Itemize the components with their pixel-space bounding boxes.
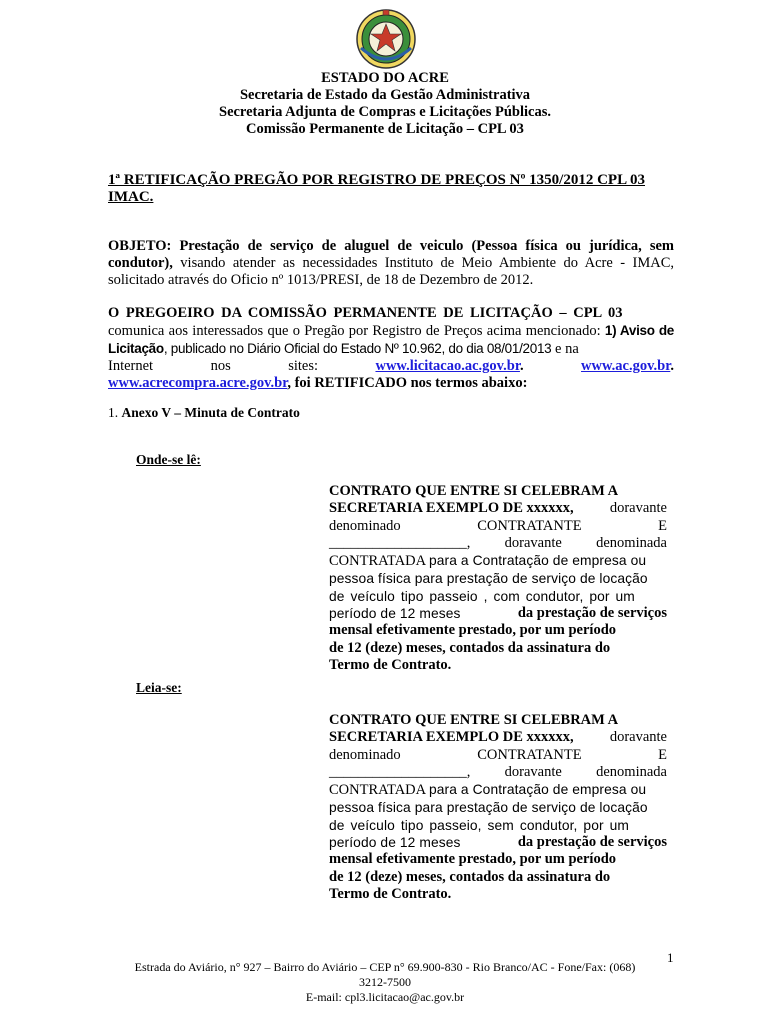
header-comissao: Comissão Permanente de Licitação – CPL 03 bbox=[246, 121, 524, 137]
internet-word: Internet bbox=[108, 358, 154, 374]
objeto-label: OBJETO: bbox=[108, 238, 172, 254]
title-line-1: 1ª RETIFICAÇÃO PREGÃO POR REGISTRO DE PREÇOS Nº 1350/2012 CPL 03 bbox=[108, 172, 645, 188]
contrato-leia-line: Termo de Contrato. bbox=[329, 885, 452, 902]
contrato-leia-line: CONTRATADA bbox=[329, 782, 426, 799]
aviso-licitacao: 1) Aviso de Licitação bbox=[108, 323, 674, 356]
contrato-leia-line: pessoa física para prestação de serviço de locação bbox=[329, 800, 648, 816]
contrato-onde-line: SECRETARIA EXEMPLO DE xxxxxx, bbox=[329, 500, 574, 517]
contrato-leia-line: de 12 (deze) meses, contados da assinatura do bbox=[329, 868, 611, 885]
pregoeiro-paragraph: O PREGOEIRO DA COMISSÃO PERMANENTE DE LICITAÇÃO – CPL 03 comunica aos interessados que o Pregão por Registro de Preços acima mencionado: 1) Aviso de Licitação, publicado no Diário Oficial do Estado Nº 10.962, do dia 08/01/2013 e na Internet nos sites: www.licitacao.ac.gov.br. www.ac.gov.br. www.acrecompra.acre.gov.br, foi RETIFICADO nos termos abaixo: bbox=[108, 305, 674, 391]
contrato-onde-block bbox=[329, 483, 667, 674]
contrato-leia-block bbox=[329, 712, 667, 903]
contrato-onde-line: mensal efetivamente prestado, por um período bbox=[329, 622, 617, 639]
document-title bbox=[108, 172, 668, 206]
header-secretaria-adjunta: Secretaria Adjunta de Compras e Licitações Públicas. bbox=[219, 104, 551, 120]
contrato-onde-line: para a Contratação de empresa ou bbox=[428, 553, 647, 569]
contrato-onde-line: período de 12 meses bbox=[329, 606, 461, 622]
contrato-leia-line: mensal efetivamente prestado, por um período bbox=[329, 851, 617, 868]
contrato-leia-line: ___________________, bbox=[329, 763, 471, 780]
footer-phone: 3212-7500 bbox=[359, 975, 411, 989]
document-header bbox=[0, 70, 770, 138]
contrato-onde-line: CONTRATO QUE ENTRE SI CELEBRAM A bbox=[329, 483, 619, 499]
objeto-bold-text: Prestação de serviço de aluguel de veiculo (Pessoa física ou jurídica, sem condutor), bbox=[108, 238, 674, 271]
item-number: 1 bbox=[108, 405, 115, 420]
contrato-onde-line: da prestação de serviços bbox=[517, 605, 667, 622]
link-licitacao[interactable]: www.licitacao.ac.gov.br bbox=[375, 358, 520, 374]
contrato-leia-line: CONTRATO QUE ENTRE SI CELEBRAM A bbox=[329, 712, 619, 728]
contrato-onde-line: doravante bbox=[609, 500, 667, 517]
header-secretaria: Secretaria de Estado da Gestão Administrativa bbox=[239, 87, 531, 103]
nos-word: nos bbox=[210, 358, 231, 374]
contrato-onde-line: E bbox=[658, 517, 667, 534]
onde-se-le-label: Onde-se lê: bbox=[136, 452, 201, 467]
contrato-onde-line: Termo de Contrato. bbox=[329, 656, 452, 673]
footer-address: Estrada do Aviário, n° 927 – Bairro do Aviário – CEP n° 69.900-830 - Rio Branco/AC - Fone/Fax: (068) bbox=[134, 960, 636, 974]
item-text: Anexo V – Minuta de Contrato bbox=[121, 405, 300, 420]
sites-word: sites: bbox=[288, 358, 318, 374]
contrato-leia-line: da prestação de serviços bbox=[517, 834, 667, 851]
header-state: ESTADO DO ACRE bbox=[321, 70, 449, 86]
contrato-onde-line: doravante bbox=[504, 534, 562, 551]
leia-se-label: Leia-se: bbox=[136, 680, 182, 695]
objeto-paragraph bbox=[108, 238, 674, 289]
contrato-leia-line: SECRETARIA EXEMPLO DE xxxxxx, bbox=[329, 729, 574, 746]
contrato-onde-line: pessoa física para prestação de serviço de locação bbox=[329, 571, 648, 587]
contrato-onde-line: denominada bbox=[596, 534, 667, 551]
contrato-leia-line: denominada bbox=[596, 763, 667, 780]
contrato-leia-line: denominado bbox=[329, 746, 401, 763]
objeto-text: visando atender as necessidades Instituto de Meio Ambiente do Acre - IMAC, solicitado através do Oficio nº 1013/PRESI, de 18 de Dezembro de 2012. bbox=[108, 255, 674, 288]
contrato-leia-line: período de 12 meses bbox=[329, 835, 461, 851]
pregoeiro-text-3: e na bbox=[551, 341, 579, 357]
pregoeiro-heading: O PREGOEIRO DA COMISSÃO PERMANENTE DE LICITAÇÃO – CPL 03 bbox=[108, 305, 623, 321]
contrato-leia-line: de veículo tipo passeio, sem condutor, por um bbox=[329, 817, 629, 833]
contrato-leia-line: para a Contratação de empresa ou bbox=[428, 782, 647, 798]
title-line-2: IMAC. bbox=[108, 189, 154, 205]
link-acrecompra[interactable]: www.acrecompra.acre.gov.br bbox=[108, 375, 288, 391]
document-footer bbox=[0, 960, 770, 1005]
contrato-onde-line: de veículo tipo passeio , com condutor, por um bbox=[329, 588, 635, 604]
contrato-onde-line: CONTRATADA bbox=[329, 553, 426, 570]
contrato-leia-line: doravante bbox=[609, 729, 667, 746]
diario-oficial-text: , publicado no Diário Oficial do Estado Nº 10.962, do dia 08/01/2013 bbox=[163, 341, 552, 356]
link-ac-gov[interactable]: www.ac.gov.br bbox=[581, 358, 671, 374]
pregoeiro-text-1: comunica aos interessados que o Pregão por Registro de Preços acima mencionado: bbox=[108, 323, 605, 339]
contrato-leia-line: CONTRATANTE bbox=[477, 746, 582, 763]
footer-email: E-mail: cpl3.licitacao@ac.gov.br bbox=[305, 990, 465, 1004]
acre-coat-of-arms-seal bbox=[355, 8, 417, 70]
contrato-onde-line: ___________________, bbox=[329, 534, 471, 551]
page-number: 1 bbox=[667, 950, 674, 965]
retificado-text: , foi RETIFICADO nos termos abaixo: bbox=[287, 375, 528, 391]
contrato-onde-line: denominado bbox=[329, 517, 401, 534]
contrato-leia-line: doravante bbox=[504, 763, 562, 780]
contrato-onde-line: de 12 (deze) meses, contados da assinatura do bbox=[329, 639, 611, 656]
item-anexo-v: 1. Anexo V – Minuta de Contrato bbox=[108, 405, 300, 420]
contrato-leia-line: E bbox=[658, 746, 667, 763]
contrato-onde-line: CONTRATANTE bbox=[477, 517, 582, 534]
